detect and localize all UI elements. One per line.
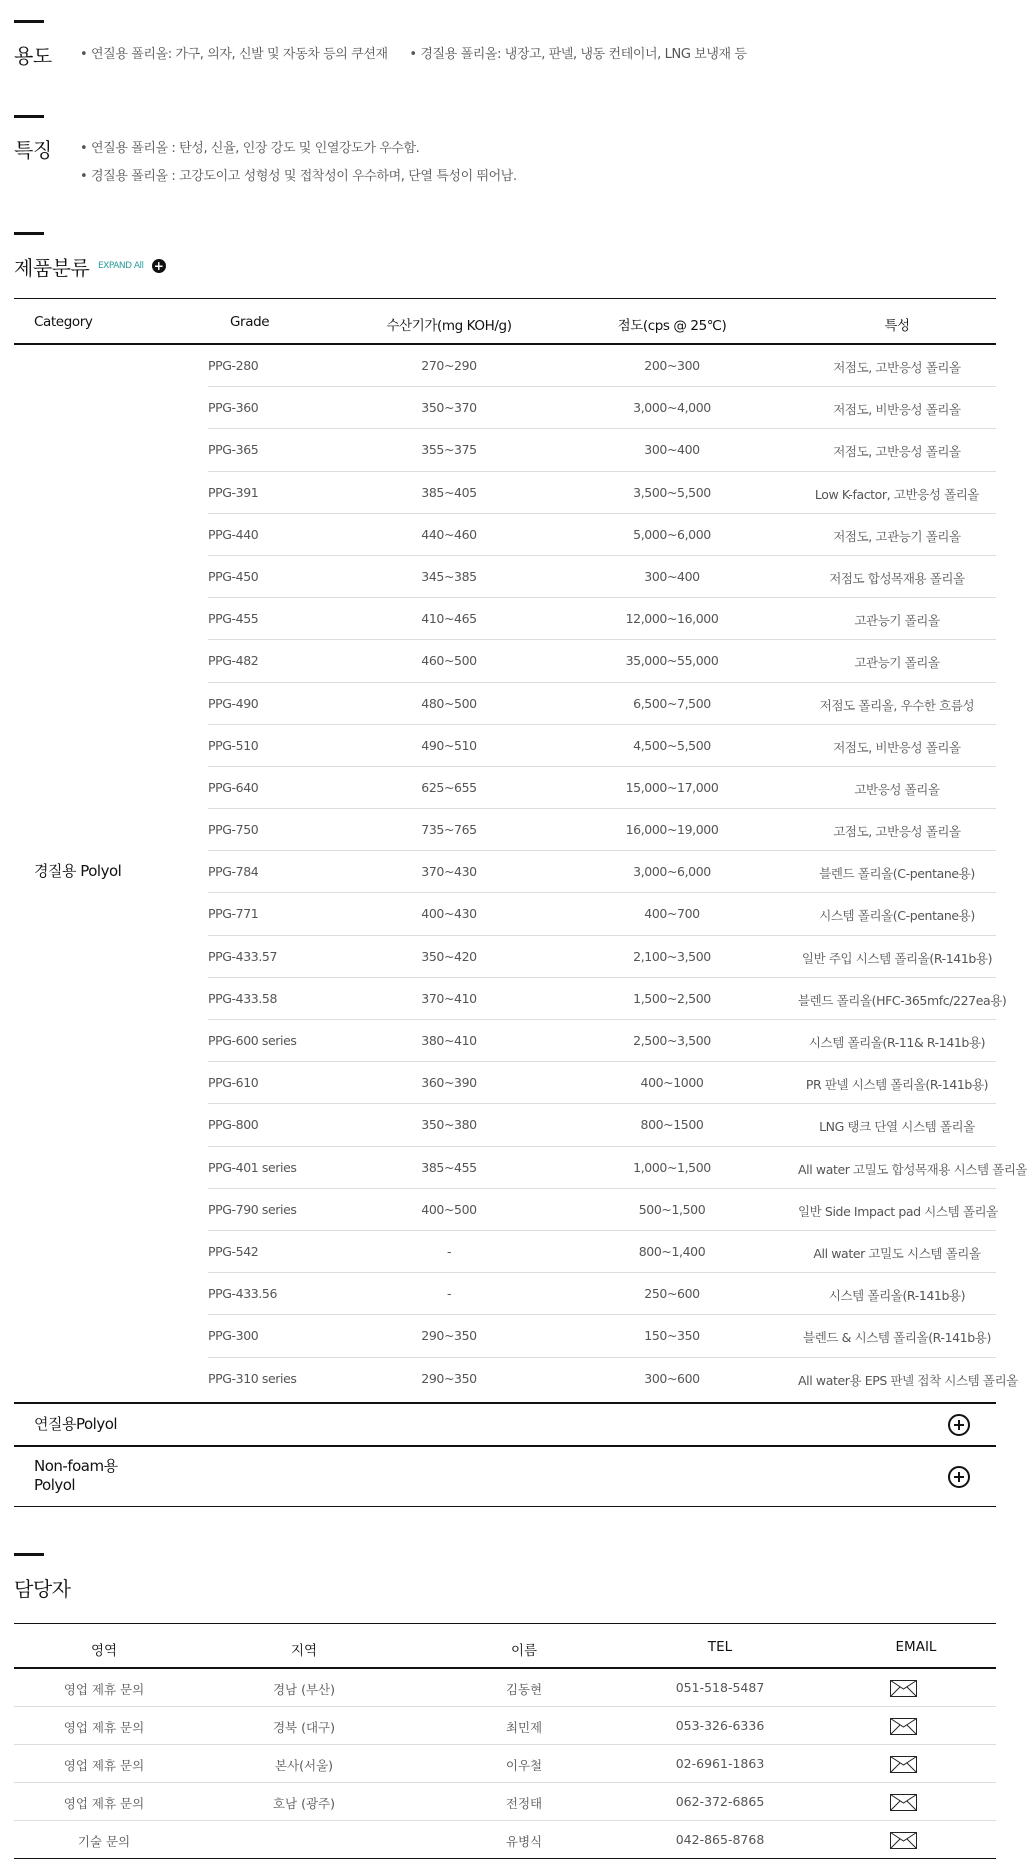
grade-cell: PPG-771 — [208, 906, 259, 922]
grade-cell: PPG-482 — [208, 653, 259, 669]
viscosity-cell: 200~300 — [644, 358, 700, 373]
features-item: • 연질용 폴리올 : 탄성, 신율, 인장 강도 및 인열강도가 우수함. — [80, 137, 517, 156]
grade-cell: PPG-360 — [208, 400, 259, 416]
table-row — [14, 1821, 996, 1859]
hydroxyl-cell: - — [446, 1243, 452, 1259]
viscosity-cell: 3,000~6,000 — [633, 864, 711, 880]
grade-cell: PPG-600 series — [208, 1033, 297, 1048]
area-cell: 영업 제휴 문의 — [63, 1720, 145, 1735]
viscosity-cell: 3,000~4,000 — [633, 400, 711, 416]
grade-cell: PPG-490 — [208, 695, 259, 711]
header-grade: Grade — [230, 314, 270, 330]
hydroxyl-cell: 460~500 — [421, 653, 477, 669]
grade-cell: PPG-433.58 — [208, 990, 278, 1006]
table-row — [14, 1745, 996, 1783]
table-row — [208, 725, 996, 767]
expand-plus-icon[interactable] — [948, 1466, 970, 1488]
header-tel: TEL — [707, 1639, 733, 1655]
hydroxyl-cell: 625~655 — [421, 779, 477, 795]
feature-cell: LNG 탱크 단열 시스템 폴리올 — [819, 1119, 975, 1135]
products-title: 제품분류 — [14, 256, 90, 280]
feature-cell: 시스템 폴리올(R-11& R-141b용) — [808, 1035, 986, 1050]
table-row — [208, 556, 996, 598]
hydroxyl-cell: 290~350 — [421, 1328, 477, 1344]
tel-cell: 042-865-8768 — [675, 1832, 765, 1847]
table-row — [208, 1358, 1018, 1400]
viscosity-cell: 2,500~3,500 — [633, 1033, 711, 1048]
features-item: • 경질용 폴리올 : 고강도이고 성형성 및 접착성이 우수하며, 단열 특성이 뛰어남. — [80, 165, 517, 184]
product-table — [14, 298, 1027, 1507]
viscosity-cell: 35,000~55,000 — [625, 653, 719, 669]
product-table-body — [14, 345, 1027, 1402]
table-row — [208, 893, 996, 935]
table-row — [208, 514, 996, 556]
hydroxyl-cell: 350~370 — [421, 400, 477, 416]
features-title: 특징 — [14, 138, 52, 162]
area-cell: 기술 문의 — [77, 1834, 131, 1849]
area-cell: 영업 제휴 문의 — [63, 1796, 145, 1811]
hydroxyl-cell: 360~390 — [421, 1075, 477, 1091]
product-table-header — [14, 298, 996, 345]
grade-cell: PPG-300 — [208, 1328, 259, 1344]
name-cell: 이우철 — [505, 1758, 543, 1773]
feature-cell: 일반 Side Impact pad 시스템 폴리올 — [798, 1203, 998, 1219]
table-row — [208, 1147, 1027, 1189]
table-row — [208, 429, 996, 471]
grade-cell: PPG-440 — [208, 526, 259, 542]
hydroxyl-cell: 440~460 — [421, 526, 477, 542]
grade-cell: PPG-455 — [208, 611, 259, 627]
viscosity-cell: 16,000~19,000 — [625, 822, 719, 838]
hydroxyl-cell: 350~420 — [421, 948, 477, 964]
grade-cell: PPG-610 — [208, 1075, 259, 1091]
grade-cell: PPG-401 series — [208, 1159, 297, 1175]
feature-cell: All water용 EPS 판넬 접착 시스템 폴리올 — [798, 1372, 1018, 1388]
table-row — [208, 1273, 996, 1315]
feature-cell: PR 판넬 시스템 폴리올(R-141b용) — [805, 1077, 989, 1093]
feature-cell: Low K-factor, 고반응성 폴리올 — [814, 486, 980, 502]
header-email: EMAIL — [895, 1639, 937, 1655]
hydroxyl-cell: 345~385 — [421, 568, 477, 584]
feature-cell: 블렌드 폴리올(C-pentane용) — [819, 866, 975, 882]
grade-cell: PPG-750 — [208, 822, 259, 838]
contacts-title: 담당자 — [14, 1577, 71, 1601]
hydroxyl-cell: 400~500 — [421, 1201, 477, 1217]
hydroxyl-cell: 385~405 — [421, 484, 477, 500]
table-row — [208, 387, 996, 429]
header-hydroxyl: 수산기가(mg KOH/g) — [386, 318, 512, 334]
area-cell: 영업 제휴 문의 — [63, 1682, 145, 1697]
viscosity-cell: 6,500~7,500 — [633, 695, 711, 711]
category-label: 경질용 Polyol — [34, 862, 122, 880]
contact-rows — [14, 1669, 996, 1859]
grade-cell: PPG-784 — [208, 864, 259, 880]
region-cell: 경북 (대구) — [272, 1720, 336, 1735]
features-list — [80, 137, 535, 193]
expand-all-label: EXPAND All — [98, 261, 144, 271]
grade-cell: PPG-800 — [208, 1117, 259, 1133]
viscosity-cell: 800~1500 — [640, 1117, 704, 1133]
section-bar — [14, 232, 44, 235]
viscosity-cell: 3,500~5,500 — [633, 484, 711, 500]
table-row — [208, 472, 996, 514]
header-name: 이름 — [510, 1643, 538, 1659]
plus-icon: + — [152, 259, 166, 273]
viscosity-cell: 800~1,400 — [638, 1243, 706, 1259]
header-viscosity: 점도(cps @ 25℃) — [617, 318, 727, 334]
tel-cell: 02-6961-1863 — [675, 1756, 765, 1771]
name-cell: 김동현 — [505, 1682, 543, 1697]
grade-cell: PPG-433.56 — [208, 1286, 278, 1302]
email-icon[interactable] — [890, 1832, 917, 1849]
hydroxyl-cell: 385~455 — [421, 1159, 477, 1175]
area-cell: 영업 제휴 문의 — [63, 1758, 145, 1773]
grade-cell: PPG-433.57 — [208, 948, 278, 964]
feature-cell: 블렌드 폴리올(HFC-365mfc/227ea용) — [798, 992, 1007, 1008]
feature-cell: 저점도, 고관능기 폴리올 — [833, 528, 961, 544]
name-cell: 유병식 — [505, 1834, 543, 1849]
feature-cell: All water 고밀도 합성목재용 시스템 폴리올 — [798, 1161, 1027, 1177]
table-row — [208, 978, 1007, 1020]
viscosity-cell: 1,500~2,500 — [633, 990, 711, 1006]
hydroxyl-cell: 410~465 — [421, 611, 477, 627]
hydroxyl-cell: 370~410 — [421, 990, 477, 1006]
table-row — [14, 1669, 996, 1707]
table-row — [14, 1783, 996, 1821]
header-area: 영역 — [90, 1643, 118, 1659]
table-row — [208, 1020, 996, 1062]
table-row — [208, 809, 996, 851]
table-row — [208, 936, 996, 978]
section-bar — [14, 115, 44, 118]
header-region: 지역 — [290, 1643, 318, 1659]
usage-title: 용도 — [14, 44, 52, 68]
accordion-nonfoam-polyol[interactable] — [14, 1445, 996, 1507]
table-row — [208, 1189, 996, 1231]
table-row — [208, 1062, 996, 1104]
contact-table — [14, 1623, 996, 1859]
hydroxyl-cell: - — [446, 1286, 452, 1302]
feature-cell: 저점도 폴리올, 우수한 흐름성 — [819, 697, 975, 713]
table-row — [208, 767, 996, 809]
table-row — [208, 1104, 996, 1146]
feature-cell: 고관능기 폴리올 — [854, 655, 940, 671]
expand-plus-icon[interactable] — [948, 1414, 970, 1436]
viscosity-cell: 300~400 — [644, 442, 700, 458]
email-icon[interactable] — [890, 1756, 917, 1773]
usage-item: • 연질용 폴리올: 가구, 의자, 신발 및 자동차 등의 쿠션재 — [80, 43, 388, 62]
table-row — [208, 640, 996, 682]
section-bar — [14, 1553, 44, 1556]
hydroxyl-cell: 400~430 — [421, 906, 477, 922]
viscosity-cell: 12,000~16,000 — [625, 611, 719, 627]
hydroxyl-cell: 290~350 — [421, 1370, 477, 1386]
contact-table-header — [14, 1623, 996, 1669]
hydroxyl-cell: 735~765 — [421, 822, 477, 838]
feature-cell: 고관능기 폴리올 — [854, 613, 940, 629]
header-feature: 특성 — [884, 318, 910, 334]
grade-cell: PPG-542 — [208, 1243, 259, 1259]
usage-item: • 경질용 폴리올: 냉장고, 판넬, 냉동 컨테이너, LNG 보냉재 등 — [409, 43, 746, 62]
email-icon[interactable] — [890, 1680, 917, 1697]
region-cell: 본사(서울) — [274, 1758, 334, 1773]
viscosity-cell: 500~1,500 — [638, 1201, 706, 1217]
grade-cell: PPG-510 — [208, 737, 259, 753]
feature-cell: 고점도, 고반응성 폴리올 — [833, 824, 961, 840]
grade-cell: PPG-391 — [208, 484, 259, 500]
name-cell: 전정태 — [505, 1796, 543, 1811]
feature-cell: 저점도, 고반응성 폴리올 — [833, 444, 961, 460]
viscosity-cell: 5,000~6,000 — [633, 526, 711, 542]
hydroxyl-cell: 480~500 — [421, 695, 477, 711]
table-row — [208, 598, 996, 640]
grade-cell: PPG-790 series — [208, 1201, 297, 1217]
email-icon[interactable] — [890, 1718, 917, 1735]
viscosity-cell: 15,000~17,000 — [625, 779, 719, 795]
hydroxyl-cell: 370~430 — [421, 864, 477, 880]
tel-cell: 062-372-6865 — [675, 1794, 765, 1809]
viscosity-cell: 300~400 — [644, 568, 700, 584]
viscosity-cell: 400~700 — [644, 906, 700, 922]
viscosity-cell: 1,000~1,500 — [633, 1159, 711, 1175]
viscosity-cell: 150~350 — [644, 1328, 700, 1344]
feature-cell: 일반 주입 시스템 폴리올(R-141b용) — [801, 950, 993, 966]
feature-cell: 시스템 폴리올(C-pentane용) — [819, 908, 975, 924]
accordion-label: 연질용Polyol — [34, 1415, 118, 1433]
accordion-soft-polyol[interactable] — [14, 1402, 996, 1445]
hydroxyl-cell: 270~290 — [421, 358, 477, 373]
viscosity-cell: 4,500~5,500 — [633, 737, 711, 753]
email-icon[interactable] — [890, 1794, 917, 1811]
hydroxyl-cell: 350~380 — [421, 1117, 477, 1133]
feature-cell: 고반응성 폴리올 — [854, 781, 940, 797]
viscosity-cell: 400~1000 — [640, 1075, 704, 1091]
expand-all-button[interactable] — [98, 259, 166, 273]
feature-cell: 블렌드 & 시스템 폴리올(R-141b용) — [803, 1330, 991, 1346]
viscosity-cell: 250~600 — [644, 1286, 700, 1302]
header-category: Category — [34, 314, 93, 330]
product-rows — [208, 345, 1027, 1400]
section-bar — [14, 20, 44, 23]
region-cell: 경남 (부산) — [272, 1682, 336, 1697]
grade-cell: PPG-280 — [208, 358, 259, 373]
grade-cell: PPG-365 — [208, 442, 259, 458]
table-row — [208, 1231, 996, 1273]
region-cell: 호남 (광주) — [272, 1796, 336, 1811]
feature-cell: 저점도, 비반응성 폴리올 — [833, 402, 961, 418]
tel-cell: 053-326-6336 — [675, 1718, 765, 1733]
grade-cell: PPG-450 — [208, 568, 259, 584]
name-cell: 최민제 — [505, 1720, 543, 1735]
table-row — [208, 345, 996, 387]
usage-list — [80, 43, 765, 62]
feature-cell: 저점도, 고반응성 폴리올 — [833, 360, 961, 375]
viscosity-cell: 2,100~3,500 — [633, 948, 711, 964]
viscosity-cell: 300~600 — [644, 1370, 700, 1386]
feature-cell: 저점도, 비반응성 폴리올 — [833, 739, 961, 755]
feature-cell: 저점도 합성목재용 폴리올 — [829, 570, 965, 586]
table-row — [208, 683, 996, 725]
grade-cell: PPG-640 — [208, 779, 259, 795]
feature-cell: 시스템 폴리올(R-141b용) — [828, 1288, 966, 1304]
table-row — [208, 851, 996, 893]
hydroxyl-cell: 355~375 — [421, 442, 477, 458]
feature-cell: All water 고밀도 시스템 폴리올 — [813, 1245, 981, 1261]
hydroxyl-cell: 490~510 — [421, 737, 477, 753]
accordion-label: Non-foam용 Polyol — [34, 1457, 118, 1494]
grade-cell: PPG-310 series — [208, 1370, 297, 1386]
tel-cell: 051-518-5487 — [675, 1680, 765, 1695]
hydroxyl-cell: 380~410 — [421, 1033, 477, 1048]
table-row — [14, 1707, 996, 1745]
table-row — [208, 1315, 996, 1357]
